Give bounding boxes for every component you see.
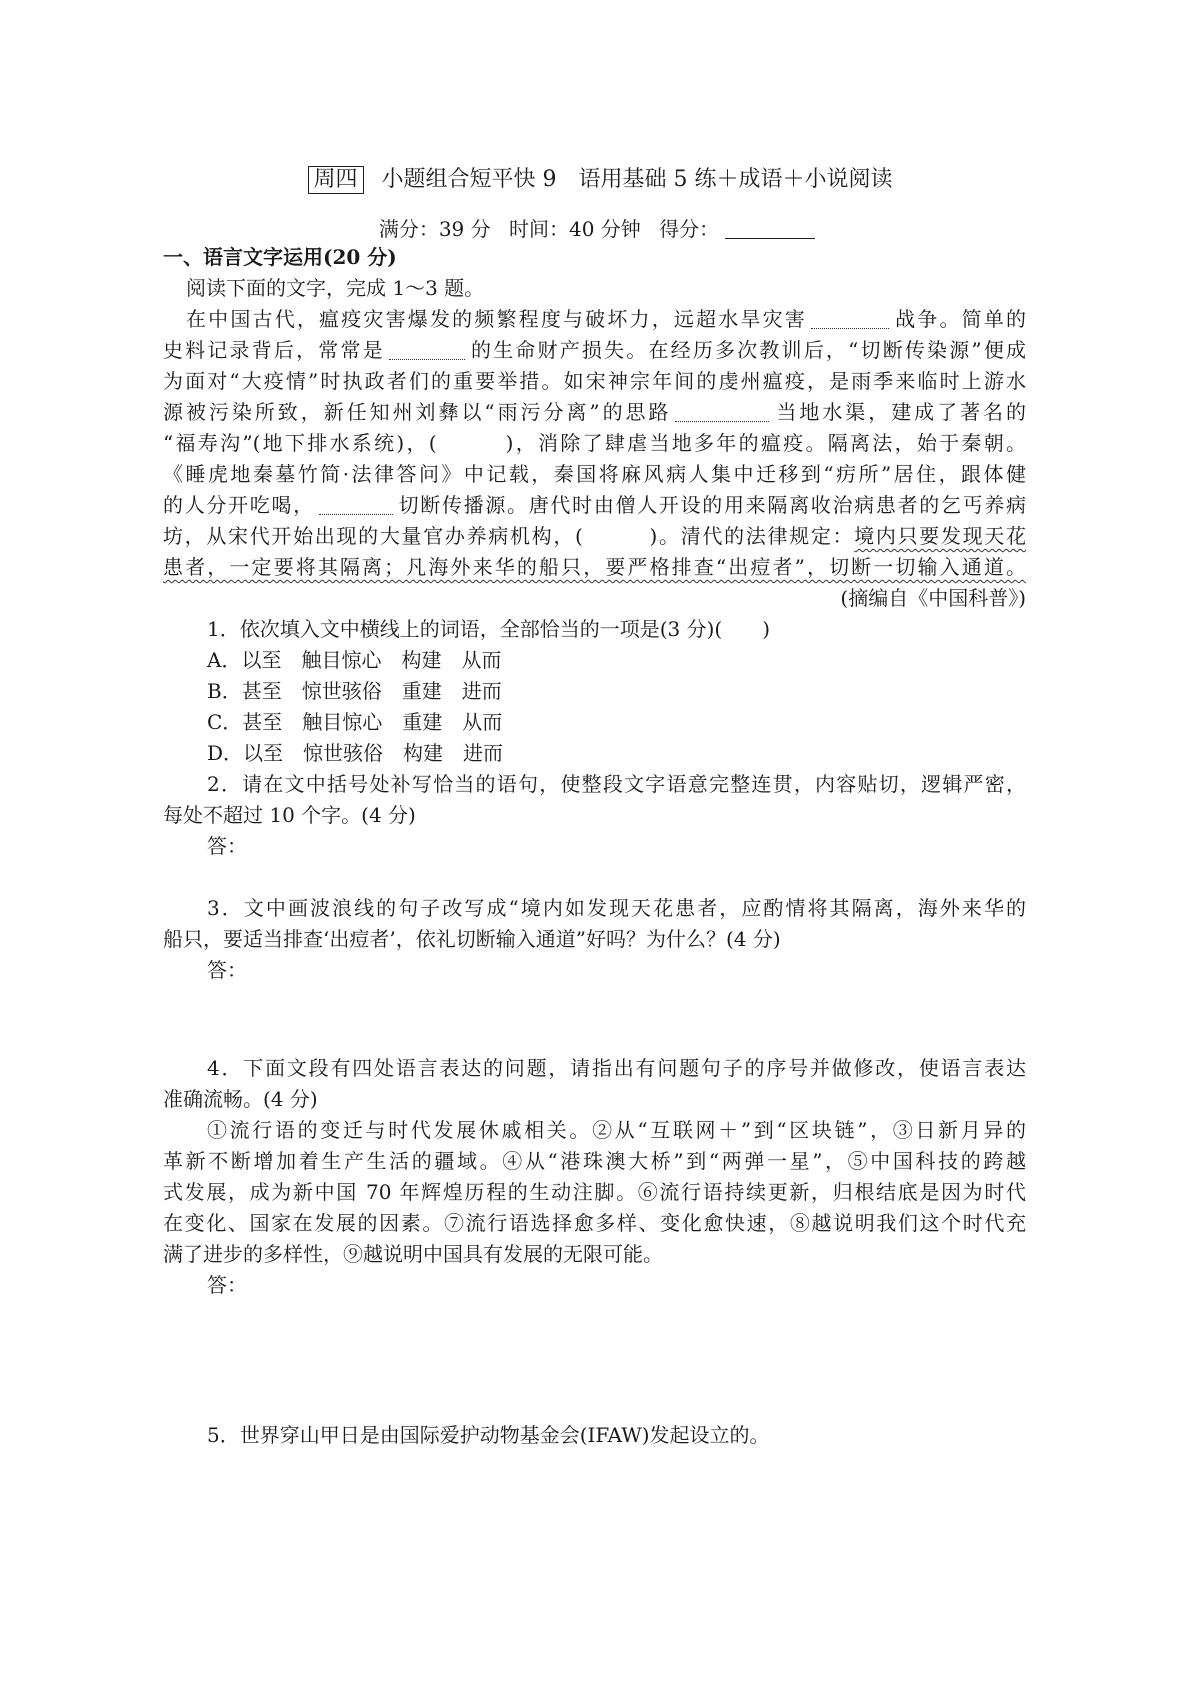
passage-text: 的生命财产损失。在经历多次教训后，“切断传染源”便成 bbox=[468, 338, 1027, 362]
fill-blank-1[interactable] bbox=[811, 308, 889, 329]
passage-text: 当地水渠，建成了著名的 bbox=[773, 400, 1026, 424]
passage-line-6: 《睡虎地秦墓竹简·法律答问》中记载，秦国将麻风病人集中迁移到“疠所”居住，跟体健 bbox=[163, 462, 1026, 486]
q1-option-c[interactable]: C．甚至 触目惊心 重建 从而 bbox=[207, 710, 503, 734]
day-tag: 周四 bbox=[308, 166, 364, 194]
passage-line-5: “福寿沟”(地下排水系统)，( )，消除了肆虐当地多年的瘟疫。隔离法，始于秦朝。 bbox=[163, 431, 1026, 455]
q1-option-b[interactable]: B．甚至 惊世骇俗 重建 进而 bbox=[207, 679, 502, 703]
passage-text: 坊，从宋代开始出现的大量官办养病机构，( )。清代的法律规定： bbox=[163, 524, 855, 548]
q2-stem: 2．请在文中括号处补写恰当的语句，使整段文字语意完整连贯，内容贴切，逻辑严密， bbox=[207, 772, 1026, 796]
fill-blank-2[interactable] bbox=[389, 339, 465, 360]
score-field[interactable] bbox=[659, 217, 821, 241]
passage-line-7 bbox=[163, 490, 1026, 521]
q3-answer-label: 答： bbox=[207, 958, 247, 982]
passage-text: 在中国古代，瘟疫灾害爆发的频繁程度与破坏力，远超水旱灾害 bbox=[186, 307, 807, 331]
passage-text: 的人分开吃喝， bbox=[163, 493, 315, 517]
q4-answer-label: 答： bbox=[207, 1273, 247, 1297]
passage-line-8 bbox=[163, 521, 1026, 552]
q5-stem: 5．世界穿山甲日是由国际爱护动物基金会(IFAW)发起设立的。 bbox=[207, 1423, 770, 1447]
wavy-sentence: 患者，一定要将其隔离；凡海外来华的船只，要严格排查“出痘者”，切断一切输入通道。 bbox=[163, 555, 1026, 579]
q4-passage-line-5: 满了进步的多样性，⑨越说明中国具有发展的无限可能。 bbox=[163, 1242, 663, 1266]
passage-text: 源被污染所致，新任知州刘彝以“雨污分离”的思路 bbox=[163, 400, 672, 424]
page-title bbox=[0, 165, 1200, 195]
score-label: 得分： bbox=[659, 217, 720, 241]
section-heading: 一、语言文字运用(20 分) bbox=[163, 245, 397, 269]
q4-stem: 4．下面文段有四处语言表达的问题，请指出有问题句子的序号并做修改，使语言表达 bbox=[207, 1056, 1026, 1080]
passage-text: 史料记录背后，常常是 bbox=[163, 338, 385, 362]
passage-line-4 bbox=[163, 397, 1026, 428]
section-intro: 阅读下面的文字，完成 1～3 题。 bbox=[186, 276, 485, 300]
passage-text: 战争。简单的 bbox=[892, 307, 1027, 331]
full-score: 满分：39 分 bbox=[378, 217, 491, 241]
time-limit: 时间：40 分钟 bbox=[509, 217, 641, 241]
q3-stem-cont: 船只，要适当排查‘出痘者’，依礼切断输入通道”好吗？为什么？(4 分) bbox=[163, 927, 781, 951]
passage-source: (摘编自《中国科普》) bbox=[840, 586, 1026, 610]
q1-option-a[interactable]: A．以至 触目惊心 构建 从而 bbox=[207, 648, 502, 672]
fill-blank-3[interactable] bbox=[675, 401, 769, 422]
q1-stem: 1．依次填入文中横线上的词语，全部恰当的一项是(3 分)( ) bbox=[207, 617, 771, 641]
q4-passage-line-3: 式发展，成为新中国 70 年辉煌历程的生动注脚。⑥流行语持续更新，归根结底是因为时代 bbox=[163, 1180, 1026, 1204]
q2-stem-cont: 每处不超过 10 个字。(4 分) bbox=[163, 803, 416, 827]
passage-line-3: 为面对“大疫情”时执政者们的重要举措。如宋神宗年间的虔州瘟疫，是雨季来临时上游水 bbox=[163, 369, 1026, 393]
passage-line-9 bbox=[163, 552, 1026, 583]
wavy-sentence: 境内只要发现天花 bbox=[854, 524, 1026, 548]
q4-passage-line-1: ①流行语的变迁与时代发展休戚相关。②从“互联网＋”到“区块链”，③日新月异的 bbox=[207, 1118, 1026, 1142]
q1-option-d[interactable]: D．以至 惊世骇俗 构建 进而 bbox=[207, 741, 504, 765]
q4-passage-line-4: 在变化、国家在发展的因素。⑦流行语选择愈多样、变化愈快速，⑧越说明我们这个时代充 bbox=[163, 1211, 1026, 1235]
title-text: 小题组合短平快 9 语用基础 5 练＋成语＋小说阅读 bbox=[381, 167, 893, 192]
q4-stem-cont: 准确流畅。(4 分) bbox=[163, 1087, 318, 1111]
score-line bbox=[0, 214, 1200, 244]
passage-text: 切断传播源。唐代时由僧人开设的用来隔离收治病患者的乞丐养病 bbox=[396, 493, 1027, 517]
passage-line-1 bbox=[186, 304, 1026, 335]
fill-blank-4[interactable] bbox=[319, 494, 393, 515]
q4-passage-line-2: 革新不断增加着生产生活的疆域。④从“港珠澳大桥”到“两弹一星”，⑤中国科技的跨越 bbox=[163, 1149, 1026, 1173]
q3-stem: 3．文中画波浪线的句子改写成“境内如发现天花患者，应酌情将其隔离，海外来华的 bbox=[207, 896, 1026, 920]
score-blank[interactable] bbox=[725, 218, 815, 239]
q2-answer-label: 答： bbox=[207, 834, 247, 858]
passage-line-2 bbox=[163, 335, 1026, 366]
